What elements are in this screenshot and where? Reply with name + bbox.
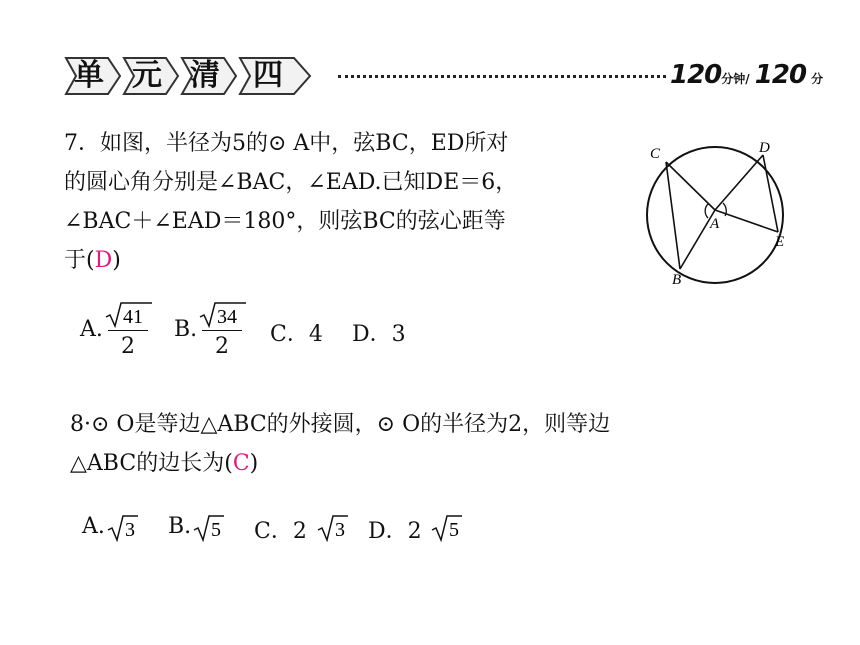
fraction-bar <box>202 330 242 331</box>
header-tab-label: 四 <box>253 58 283 93</box>
radius-ad <box>715 155 763 210</box>
option-a-label: A. <box>82 514 105 539</box>
time-value: 120 <box>670 60 722 90</box>
question-7 <box>64 124 604 280</box>
question-7-line-4 <box>64 241 604 280</box>
option-c-sqrt <box>316 512 350 542</box>
question-8-options <box>82 508 482 570</box>
sqrt-symbol <box>196 300 248 328</box>
label-d: D <box>759 140 770 156</box>
chord-bc <box>666 162 680 269</box>
score-unit: 分 <box>811 72 824 86</box>
option-b-radicand: 5 <box>211 519 221 541</box>
question-7-line-1: 7．如图，半径为5的⊙ A中，弦BC，ED所对 <box>64 131 509 156</box>
radius-ac <box>666 162 715 210</box>
dotted-leader-line <box>338 75 666 78</box>
question-7-line-3: ∠BAC＋∠EAD＝180°，则弦BC的弦心距等 <box>64 209 506 234</box>
label-a: A <box>710 216 720 232</box>
option-d-label: D．2 <box>368 519 422 544</box>
option-d-radicand: 5 <box>449 519 459 541</box>
option-d-sqrt <box>430 512 464 542</box>
sqrt-symbol <box>102 300 154 328</box>
option-b-denominator: 2 <box>215 334 229 359</box>
question-7-line-2: 的圆心角分别是∠BAC，∠EAD.已知DE＝6， <box>64 170 518 195</box>
time-unit: 分钟/ <box>721 72 750 86</box>
header-tab-label: 单 <box>74 58 104 93</box>
option-b-sqrt <box>192 512 226 542</box>
label-c: C <box>650 146 661 162</box>
section-header <box>0 0 860 110</box>
option-b-fraction <box>196 300 248 362</box>
header-tab-label: 清 <box>190 58 220 93</box>
header-tab-label: 元 <box>132 58 162 93</box>
fraction-bar <box>108 330 148 331</box>
angle-bac-arc <box>705 204 708 218</box>
label-b: B <box>672 272 682 288</box>
option-c-radicand: 3 <box>335 519 345 541</box>
answer-bracket-close: ) <box>249 451 259 476</box>
circle-diagram <box>628 126 808 296</box>
answer-bracket-open: △ABC的边长为( <box>70 451 233 476</box>
chord-de <box>763 155 778 232</box>
option-c: C．4 <box>270 322 323 347</box>
option-b-label: B. <box>168 514 192 539</box>
answer-bracket-close: ) <box>112 248 121 273</box>
question-8-line-2 <box>70 444 730 483</box>
option-a-sqrt <box>106 512 140 542</box>
question-8-line-1: 8·⊙ O是等边△ABC的外接圆，⊙ O的半径为2，则等边 <box>70 412 611 437</box>
question-7-answer: D <box>94 248 113 273</box>
option-c-label: C．2 <box>254 519 307 544</box>
option-b-label: B. <box>174 317 198 342</box>
label-e: E <box>775 234 785 250</box>
option-b-radicand: 34 <box>217 306 237 328</box>
option-a-label: A. <box>80 317 103 342</box>
score-value: 120 <box>754 60 807 90</box>
question-8-answer: C <box>232 451 250 476</box>
radius-ae <box>715 210 778 232</box>
option-a-denominator: 2 <box>121 334 135 359</box>
time-limit <box>670 57 823 93</box>
option-a-radicand: 3 <box>125 519 135 541</box>
answer-bracket-open: 于( <box>64 248 95 273</box>
option-d: D．3 <box>352 322 406 347</box>
question-8 <box>70 405 730 483</box>
option-a-fraction <box>102 300 154 362</box>
option-a-radicand: 41 <box>123 306 143 328</box>
question-7-options <box>80 300 440 362</box>
